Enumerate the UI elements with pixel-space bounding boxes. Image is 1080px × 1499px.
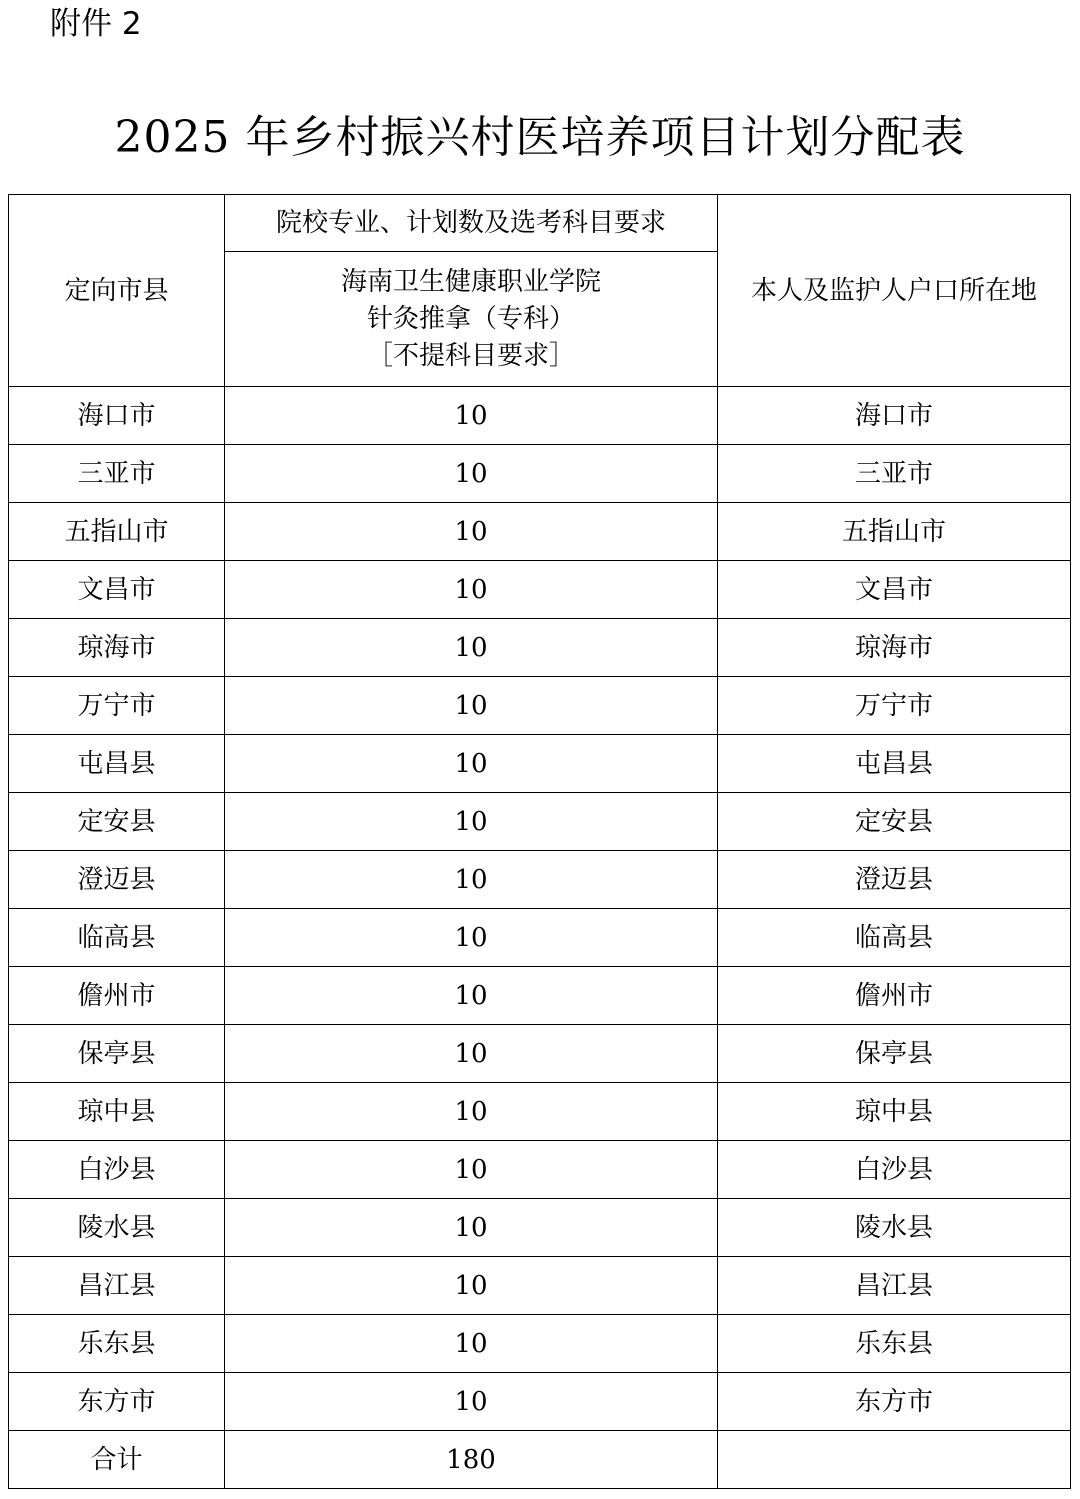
plan-count-cell: 10 [225, 445, 718, 503]
county-cell: 三亚市 [9, 445, 225, 503]
table-row [9, 735, 1071, 793]
total-label-cell: 合计 [9, 1431, 225, 1489]
table-row [9, 1141, 1071, 1199]
county-cell: 白沙县 [9, 1141, 225, 1199]
residence-cell: 海口市 [718, 387, 1071, 445]
header-major: 针灸推拿（专科） [366, 303, 575, 334]
county-cell: 万宁市 [9, 677, 225, 735]
header-school: 海南卫生健康职业学院 [340, 266, 601, 297]
plan-count-cell: 10 [225, 1257, 718, 1315]
residence-cell: 儋州市 [718, 967, 1071, 1025]
document-title: 2025 年乡村振兴村医培养项目计划分配表 [114, 112, 966, 163]
residence-cell: 白沙县 [718, 1141, 1071, 1199]
attachment-label: 附件 2 [50, 6, 142, 42]
county-cell: 琼中县 [9, 1083, 225, 1141]
table-row [9, 677, 1071, 735]
residence-cell: 屯昌县 [718, 735, 1071, 793]
county-cell: 琼海市 [9, 619, 225, 677]
residence-cell: 澄迈县 [718, 851, 1071, 909]
plan-count-cell: 10 [225, 851, 718, 909]
residence-cell: 三亚市 [718, 445, 1071, 503]
plan-count-cell: 10 [225, 1315, 718, 1373]
residence-cell: 万宁市 [718, 677, 1071, 735]
residence-cell: 琼中县 [718, 1083, 1071, 1141]
table-row [9, 967, 1071, 1025]
header-residence: 本人及监护人户口所在地 [718, 195, 1071, 387]
table-row [9, 619, 1071, 677]
county-cell: 屯昌县 [9, 735, 225, 793]
county-cell: 文昌市 [9, 561, 225, 619]
plan-count-cell: 10 [225, 1083, 718, 1141]
plan-allocation-table [8, 194, 1071, 1489]
county-cell: 陵水县 [9, 1199, 225, 1257]
plan-count-cell: 10 [225, 909, 718, 967]
plan-count-cell: 10 [225, 387, 718, 445]
plan-count-cell: 10 [225, 1199, 718, 1257]
header-row-1 [9, 195, 1071, 252]
plan-count-cell: 10 [225, 619, 718, 677]
residence-cell: 保亭县 [718, 1025, 1071, 1083]
county-cell: 保亭县 [9, 1025, 225, 1083]
county-cell: 海口市 [9, 387, 225, 445]
table-row [9, 1083, 1071, 1141]
table-body [9, 195, 1071, 1489]
table-row [9, 851, 1071, 909]
plan-count-cell: 10 [225, 677, 718, 735]
county-cell: 临高县 [9, 909, 225, 967]
header-group: 院校专业、计划数及选考科目要求 [225, 195, 718, 252]
residence-cell: 昌江县 [718, 1257, 1071, 1315]
table-row [9, 1315, 1071, 1373]
county-cell: 五指山市 [9, 503, 225, 561]
total-residence-cell [718, 1431, 1071, 1489]
plan-count-cell: 10 [225, 1141, 718, 1199]
residence-cell: 定安县 [718, 793, 1071, 851]
total-count-cell: 180 [225, 1431, 718, 1489]
county-cell: 定安县 [9, 793, 225, 851]
plan-count-cell: 10 [225, 503, 718, 561]
residence-cell: 乐东县 [718, 1315, 1071, 1373]
header-county: 定向市县 [9, 195, 225, 387]
plan-count-cell: 10 [225, 793, 718, 851]
header-requirement: ［不提科目要求］ [366, 340, 575, 371]
table-row [9, 503, 1071, 561]
plan-count-cell: 10 [225, 1025, 718, 1083]
table-row [9, 909, 1071, 967]
plan-count-cell: 10 [225, 561, 718, 619]
table-row [9, 1257, 1071, 1315]
table-row [9, 445, 1071, 503]
county-cell: 儋州市 [9, 967, 225, 1025]
plan-count-cell: 10 [225, 967, 718, 1025]
table-row [9, 561, 1071, 619]
residence-cell: 五指山市 [718, 503, 1071, 561]
residence-cell: 东方市 [718, 1373, 1071, 1431]
plan-count-cell: 10 [225, 735, 718, 793]
residence-cell: 琼海市 [718, 619, 1071, 677]
table-row [9, 793, 1071, 851]
table-row [9, 1025, 1071, 1083]
table-row [9, 1373, 1071, 1431]
residence-cell: 陵水县 [718, 1199, 1071, 1257]
table-row [9, 1199, 1071, 1257]
county-cell: 昌江县 [9, 1257, 225, 1315]
county-cell: 澄迈县 [9, 851, 225, 909]
residence-cell: 文昌市 [718, 561, 1071, 619]
plan-count-cell: 10 [225, 1373, 718, 1431]
total-row [9, 1431, 1071, 1489]
county-cell: 乐东县 [9, 1315, 225, 1373]
county-cell: 东方市 [9, 1373, 225, 1431]
table-row [9, 387, 1071, 445]
header-school-major [225, 252, 718, 387]
residence-cell: 临高县 [718, 909, 1071, 967]
